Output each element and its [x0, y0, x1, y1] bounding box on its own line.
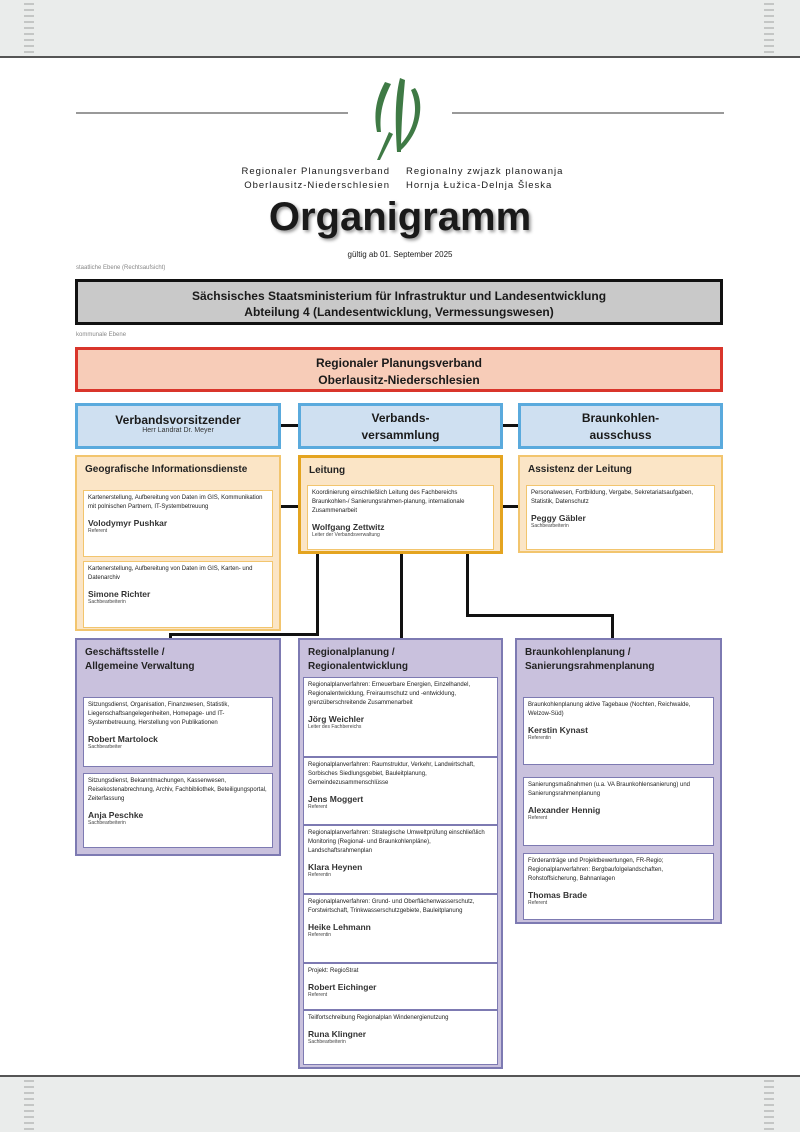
page-grip [24, 0, 34, 56]
page-grip [764, 1077, 774, 1132]
unit-title: Assistenz der Leitung [528, 464, 632, 475]
task-description: Regionalplanverfahren: Strategische Umweltprüfung einschließlich Monitoring (Regional- und Braunkohlenpläne), Landschaftsrahmenplan [308, 830, 485, 854]
connector [281, 505, 298, 508]
staff-entry [83, 773, 273, 848]
staff-name: Jörg Weichler [308, 714, 365, 724]
body-assembly: Verbands- versammlung [298, 403, 503, 449]
staff-name: Heike Lehmann [308, 922, 371, 932]
staff-name: Peggy Gäbler [531, 513, 586, 523]
staff-entry [83, 561, 273, 628]
staff-role: Sachbearbeiterin [88, 820, 126, 826]
staff-role: Referentin [528, 735, 552, 741]
staff-role: Leiter des Fachbereichs [308, 724, 362, 730]
staff-name: Wolfgang Zettwitz [312, 522, 385, 532]
staff-name: Klara Heynen [308, 862, 363, 872]
task-description: Kartenerstellung, Aufbereitung von Daten im GIS, Kommunikation mit polnischen Partnern, IT-Systembetreuung [88, 495, 263, 510]
staff-role: Leiter der Verbandsverwaltung [312, 532, 380, 538]
task-description: Koordinierung einschließlich Leitung des Fachbereichs Braunkohlen-/ Sanierungsrahmen-planung, internationale Zusammenarbeit [312, 490, 465, 514]
association-region: Oberlausitz-Niederschlesien [318, 373, 480, 387]
unit-title: Geschäftsstelle / Allgemeine Verwaltung [85, 647, 195, 672]
connector [466, 553, 469, 616]
task-description: Kartenerstellung, Aufbereitung von Daten im GIS, Karten- und Datenarchiv [88, 566, 253, 581]
staff-name: Thomas Brade [528, 890, 588, 900]
ministry-name: Sächsisches Staatsministerium für Infrastruktur und Landesentwicklung [191, 289, 607, 303]
staff-role: Referent [88, 528, 108, 534]
unit-rp [298, 638, 503, 1069]
unit-assistenz [518, 455, 723, 553]
task-description: Regionalplanverfahren: Erneuerbare Energien, Einzelhandel, Regionalentwicklung, Freiraumschutz und -entwicklung, grenzüberschreitende Zusammenarbeit [308, 682, 471, 706]
org-name-german [241, 165, 390, 193]
staff-role: Sachbearbeiter [88, 744, 122, 750]
task-description: Sitzungsdienst, Bekanntmachungen, Kassenwesen, Reisekostenabrechnung, Archiv, Fachbibliothek, Beteiligungsportal, Zeiterfassung [88, 778, 267, 802]
staff-entry [83, 697, 273, 767]
staff-role: Sachbearbeiterin [88, 599, 126, 605]
staff-name: Simone Richter [88, 589, 151, 599]
org-name-sorbian [406, 165, 563, 193]
unit-leitung [298, 455, 503, 554]
org-name-line: Oberlausitz-Niederschlesien [244, 180, 390, 191]
staff-role: Referentin [308, 872, 332, 878]
staff-entry [523, 853, 714, 920]
association-name: Regionaler Planungsverband [315, 356, 483, 370]
task-description: Förderanträge und Projektbewertungen, FR-Regio; Regionalplanverfahren: Bergbaufolgelandschaften, Rohstoffsicherung, Bahnanlagen [528, 858, 664, 882]
staff-role: Referent [528, 900, 548, 906]
staff-name: Runa Klingner [308, 1029, 367, 1039]
unit-title: Geografische Informationsdienste [85, 464, 248, 475]
bottom-page-gap [0, 1075, 800, 1132]
unit-title: Regionalplanung / Regionalentwicklung [308, 647, 409, 672]
logo-icon [355, 72, 445, 162]
staff-role: Referent [308, 804, 328, 810]
header-rule-right [452, 112, 724, 114]
connector [466, 614, 614, 617]
task-description: Personalwesen, Fortbildung, Vergabe, Sekretariatsaufgaben, Statistik, Datenschutz [531, 490, 694, 505]
staff-entry [303, 1010, 498, 1065]
unit-bk [515, 638, 722, 924]
staff-name: Robert Martolock [88, 734, 158, 744]
connector [316, 553, 319, 636]
staff-name: Kerstin Kynast [528, 725, 588, 735]
task-description: Regionalplanverfahren: Raumstruktur, Verkehr, Landwirtschaft, Sorbisches Siedlungsgebiet, Bauleitplanung, Gemeindezusammenschlüsse [308, 762, 475, 786]
page-title: Organigramm [268, 195, 532, 239]
page-grip [764, 0, 774, 56]
staff-role: Referent [308, 992, 328, 998]
staff-name: Robert Eichinger [308, 982, 377, 992]
staff-entry [526, 485, 715, 550]
body-subtitle: Herr Landrat Dr. Meyer [142, 427, 214, 434]
header-rule-left [76, 112, 348, 114]
state-level-label: staatliche Ebene (Rechtsaufsicht) [76, 265, 166, 271]
connector [169, 633, 319, 636]
unit-gs [75, 638, 281, 856]
ministry-department: Abteilung 4 (Landesentwicklung, Vermessungswesen) [244, 305, 554, 319]
unit-title: Braunkohlenplanung / Sanierungsrahmenplanung [525, 647, 655, 672]
municipal-level-label: kommunale Ebene [76, 332, 127, 338]
page-grip [24, 1077, 34, 1132]
staff-entry [307, 485, 494, 550]
body-title: Verbandsvorsitzender [115, 413, 241, 427]
staff-role: Sachbearbeiterin [308, 1039, 346, 1045]
org-name-line: Hornja Łužica-Delnja Šleska [406, 180, 553, 191]
association-box [75, 347, 723, 392]
staff-role: Sachbearbeiterin [531, 523, 569, 529]
staff-entry [303, 757, 498, 825]
staff-entry [303, 894, 498, 963]
task-description: Sitzungsdienst, Organisation, Finanzwesen, Statistik, Liegenschaftsangelegenheiten, Homepage- und IT-Systembetreuung, Herstellung von Publikationen [88, 702, 230, 726]
staff-entry [303, 963, 498, 1010]
connector [281, 424, 298, 427]
staff-entry [523, 777, 714, 846]
ministry-box [75, 279, 723, 325]
staff-entry [523, 697, 714, 765]
unit-gis [75, 455, 281, 631]
org-name-line: Regionalny zwjazk planowanja [406, 166, 564, 177]
staff-entry [303, 677, 498, 757]
connector [503, 424, 518, 427]
body-lignite-committee: Braunkohlen- ausschuss [518, 403, 723, 449]
task-description: Projekt: RegioStrat [308, 968, 359, 974]
staff-name: Jens Moggert [308, 794, 364, 804]
top-page-gap [0, 0, 800, 58]
org-name-line: Regionaler Planungsverband [241, 166, 390, 177]
staff-role: Referentin [308, 932, 332, 938]
body-chairman [75, 403, 281, 449]
connector [400, 553, 403, 638]
task-description: Braunkohlenplanung aktive Tagebaue (Nochten, Reichwalde, Welzow-Süd) [528, 702, 691, 717]
task-description: Regionalplanverfahren: Grund- und Oberflächenwasserschutz, Forstwirtschaft, Trinkwasserschutzgebiete, Bauleitplanung [308, 899, 475, 914]
staff-name: Anja Peschke [88, 810, 144, 820]
connector [611, 614, 614, 638]
connector [503, 505, 518, 508]
unit-title: Leitung [309, 465, 346, 476]
staff-name: Volodymyr Pushkar [88, 518, 168, 528]
task-description: Sanierungsmaßnahmen (u.a. VA Braunkohlensanierung) und Sanierungsrahmenplanung [528, 782, 690, 797]
staff-entry [83, 490, 273, 557]
staff-name: Alexander Hennig [528, 805, 601, 815]
task-description: Teilfortschreibung Regionalplan Windenergienutzung [308, 1015, 449, 1021]
staff-entry [303, 825, 498, 894]
staff-role: Referent [528, 815, 548, 821]
validity-date: gültig ab 01. September 2025 [347, 250, 453, 259]
